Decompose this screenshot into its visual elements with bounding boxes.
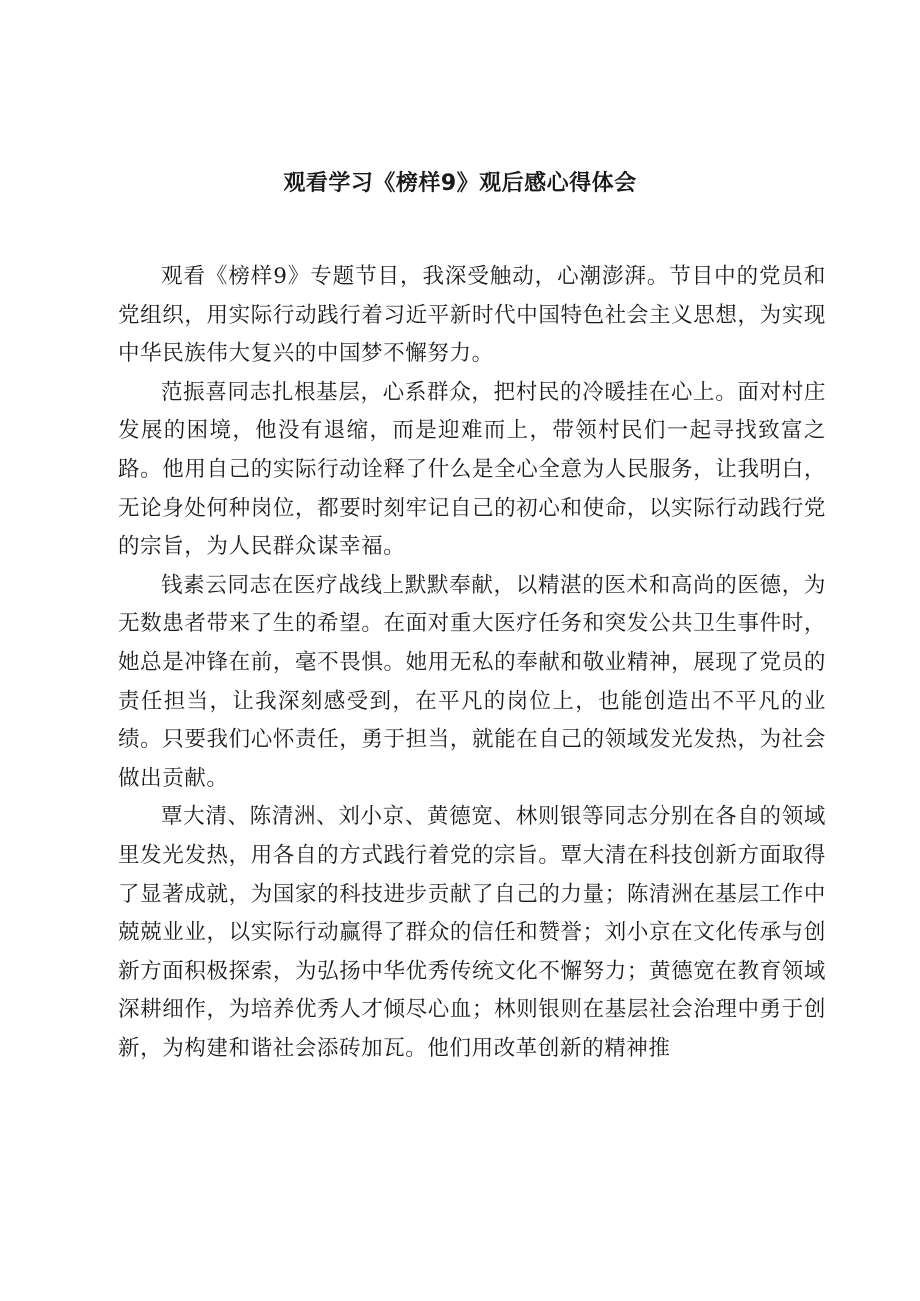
document-body	[118, 258, 826, 1068]
body-paragraph: 观看《榜样9》专题节目，我深受触动，心潮澎湃。节目中的党员和党组织，用实际行动践行着习近平新时代中国特色社会主义思想，为实现中华民族伟大复兴的中国梦不懈努力。	[118, 264, 826, 367]
document-title: 观看学习《榜样9》观后感心得体会	[283, 171, 637, 196]
body-paragraph: 钱素云同志在医疗战线上默默奉献，以精湛的医术和高尚的医德，为无数患者带来了生的希望。在面对重大医疗任务和突发公共卫生事件时，她总是冲锋在前，毫不畏惧。她用无私的奉献和敬业精神，展现了党员的责任担当，让我深刻感受到，在平凡的岗位上，也能创造出不平凡的业绩。只要我们心怀责任，勇于担当，就能在自己的领域发光发热，为社会做出贡献。	[118, 572, 826, 791]
body-paragraph: 覃大清、陈清洲、刘小京、黄德宽、林则银等同志分别在各自的领域里发光发热，用各自的方式践行着党的宗旨。覃大清在科技创新方面取得了显著成就，为国家的科技进步贡献了自己的力量；陈清洲在基层工作中兢兢业业，以实际行动赢得了群众的信任和赞誉；刘小京在文化传承与创新方面积极探索，为弘扬中华优秀传统文化不懈努力；黄德宽在教育领域深耕细作，为培养优秀人才倾尽心血；林则银则在基层社会治理中勇于创新，为构建和谐社会添砖加瓦。他们用改革创新的精神推	[118, 804, 826, 1061]
body-paragraph: 范振喜同志扎根基层，心系群众，把村民的冷暖挂在心上。面对村庄发展的困境，他没有退缩，而是迎难而上，带领村民们一起寻找致富之路。他用自己的实际行动诠释了什么是全心全意为人民服务，让我明白，无论身处何种岗位，都要时刻牢记自己的初心和使命，以实际行动践行党的宗旨，为人民群众谋幸福。	[118, 379, 826, 560]
